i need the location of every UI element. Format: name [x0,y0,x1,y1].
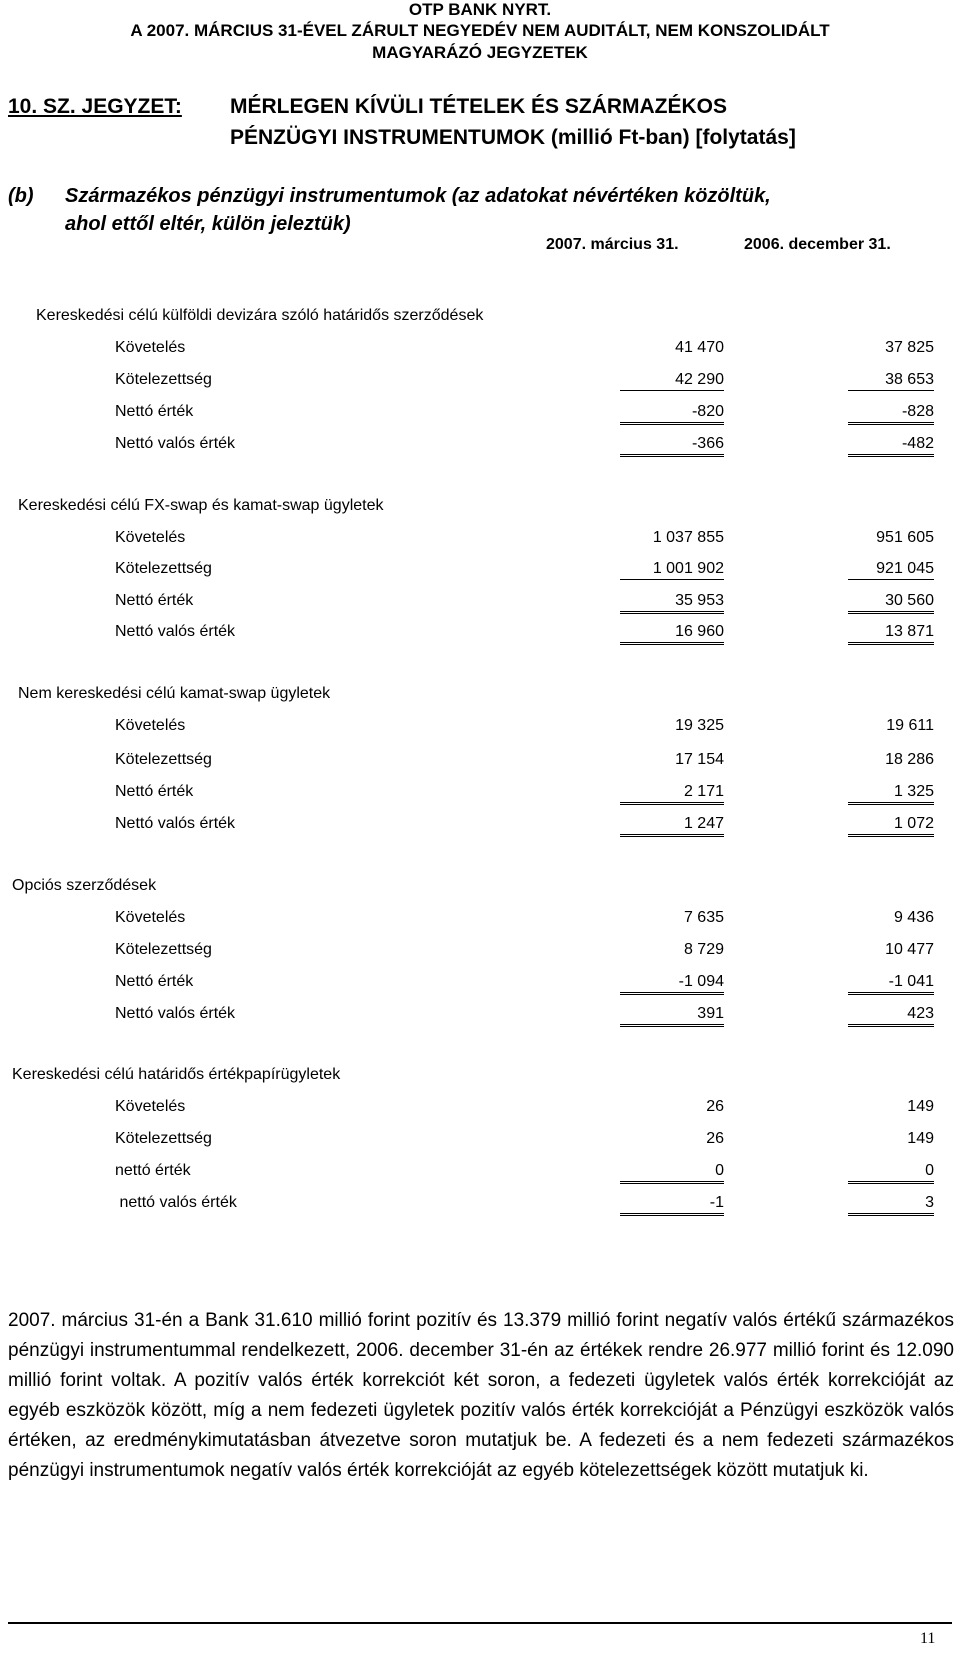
value-2006: 18 286 [885,751,934,768]
row-label: Nettó valós érték [115,1005,236,1022]
value-2006: 38 653 [848,370,934,391]
value-2007: 26 [706,1130,724,1147]
value-2007: 35 953 [620,591,724,614]
value-2006: 1 072 [848,814,934,837]
row-label: nettó érték [115,1162,191,1179]
value-2007: 26 [706,1098,724,1115]
report-title: A 2007. MÁRCIUS 31-ÉVEL ZÁRULT NEGYEDÉV NEM AUDITÁLT, NEM KONSZOLIDÁLT [130,21,830,40]
page-number: 11 [920,1630,936,1647]
row-label: Nettó valós érték [115,623,236,640]
subsection-line-1: Származékos pénzügyi instrumentumok (az adatokat névértéken közöltük, [65,185,771,207]
section-title: Kereskedési célú FX-swap és kamat-swap ügyletek [18,497,384,514]
value-2007: -1 094 [620,972,724,995]
row-label: Követelés [115,717,186,734]
value-2007: 8 729 [683,941,724,958]
row-label: Nettó valós érték [115,435,236,452]
row-label: Kötelezettség [115,371,212,388]
company-name: OTP BANK NYRT. [408,0,552,19]
value-2006: -482 [848,434,934,457]
section-title: Kereskedési célú külföldi devizára szóló határidős szerződések [36,307,484,324]
value-2006: 149 [907,1130,934,1147]
value-2007: 0 [620,1161,724,1184]
column-header-2007: 2007. március 31. [546,236,679,253]
value-2006: 0 [848,1161,934,1184]
row-label: Kötelezettség [115,751,212,768]
row-label: Nettó valós érték [115,815,236,832]
note-title-line-1: MÉRLEGEN KÍVÜLI TÉTELEK ÉS SZÁRMAZÉKOS [230,95,728,118]
value-2007: 1 001 902 [620,559,724,580]
value-2007: -366 [620,434,724,457]
row-label: Kötelezettség [115,560,212,577]
value-2007: 16 960 [620,622,724,645]
value-2006: 19 611 [886,717,934,734]
note-number: 10. SZ. JEGYZET: [8,95,182,118]
value-2007: 1 247 [620,814,724,837]
row-label: nettó valós érték [115,1194,237,1211]
value-2006: 1 325 [848,782,934,805]
value-2007: -1 [620,1193,724,1216]
value-2007: 19 325 [675,717,724,734]
footer-rule [8,1622,952,1624]
value-2007: 42 290 [620,370,724,391]
row-label: Nettó érték [115,783,194,800]
column-header-2006: 2006. december 31. [744,236,891,253]
explanatory-paragraph: 2007. március 31-én a Bank 31.610 millió forint pozitív és 13.379 millió forint negatív valós értékű származékos pénzügyi instrumentummal rendelkezett, 2006. december 31-én az értékek rendre 26.977 millió forint és 12.090 millió forint voltak. A pozitív valós érték korrekciót két soron, a fedezeti ügyletek valós érték korrekcióját az egyéb eszközök között, míg a nem fedezeti ügyletek pozitív valós érték korrekcióját a Pénzügyi eszközök valós értéken, az eredménykimutatásban átvezetve soron mutatjuk be. A fedezeti és a nem fedezeti származékos pénzügyi instrumentumok negatív valós érték korrekcióját az egyéb kötelezettségek között mutatjuk ki. [8,1310,954,1481]
value-2007: -820 [620,402,724,425]
row-label: Követelés [115,529,186,546]
value-2006: 9 436 [893,909,934,926]
subsection-label: (b) [8,185,34,207]
value-2007: 391 [620,1004,724,1027]
value-2006: -1 041 [848,972,934,995]
value-2007: 41 470 [675,339,724,356]
value-2006: 3 [848,1193,934,1216]
row-label: Követelés [115,1098,186,1115]
value-2006: 921 045 [848,559,934,580]
value-2006: 30 560 [848,591,934,614]
section-title: Kereskedési célú határidős értékpapírügyletek [12,1066,341,1083]
value-2007: 1 037 855 [652,529,724,546]
value-2006: 10 477 [885,941,934,958]
note-title-line-2: PÉNZÜGYI INSTRUMENTUMOK (millió Ft-ban) [folytatás] [230,126,796,149]
value-2006: 423 [848,1004,934,1027]
value-2007: 7 635 [683,909,724,926]
value-2007: 17 154 [675,751,724,768]
row-label: Nettó érték [115,403,194,420]
row-label: Kötelezettség [115,1130,212,1147]
report-subtitle: MAGYARÁZÓ JEGYZETEK [372,43,588,62]
value-2006: -828 [848,402,934,425]
row-label: Nettó érték [115,592,194,609]
subsection-line-2: ahol ettől eltér, külön jeleztük) [65,213,351,235]
value-2006: 951 605 [876,529,934,546]
row-label: Követelés [115,909,186,926]
row-label: Nettó érték [115,973,194,990]
value-2006: 149 [907,1098,934,1115]
row-label: Követelés [115,339,186,356]
value-2007: 2 171 [620,782,724,805]
section-title: Opciós szerződések [12,877,157,894]
section-title: Nem kereskedési célú kamat-swap ügyletek [18,685,331,702]
value-2006: 13 871 [848,622,934,645]
row-label: Kötelezettség [115,941,212,958]
value-2006: 37 825 [885,339,934,356]
